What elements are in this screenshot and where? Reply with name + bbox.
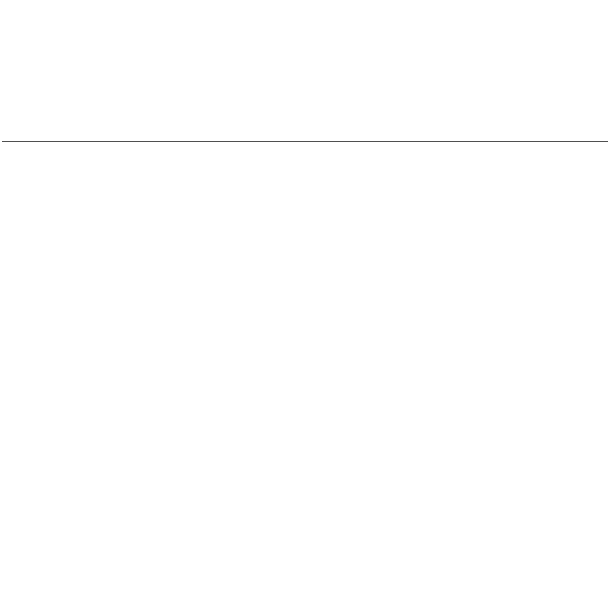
models-overview-section xyxy=(0,0,616,130)
spec-table xyxy=(2,141,608,142)
